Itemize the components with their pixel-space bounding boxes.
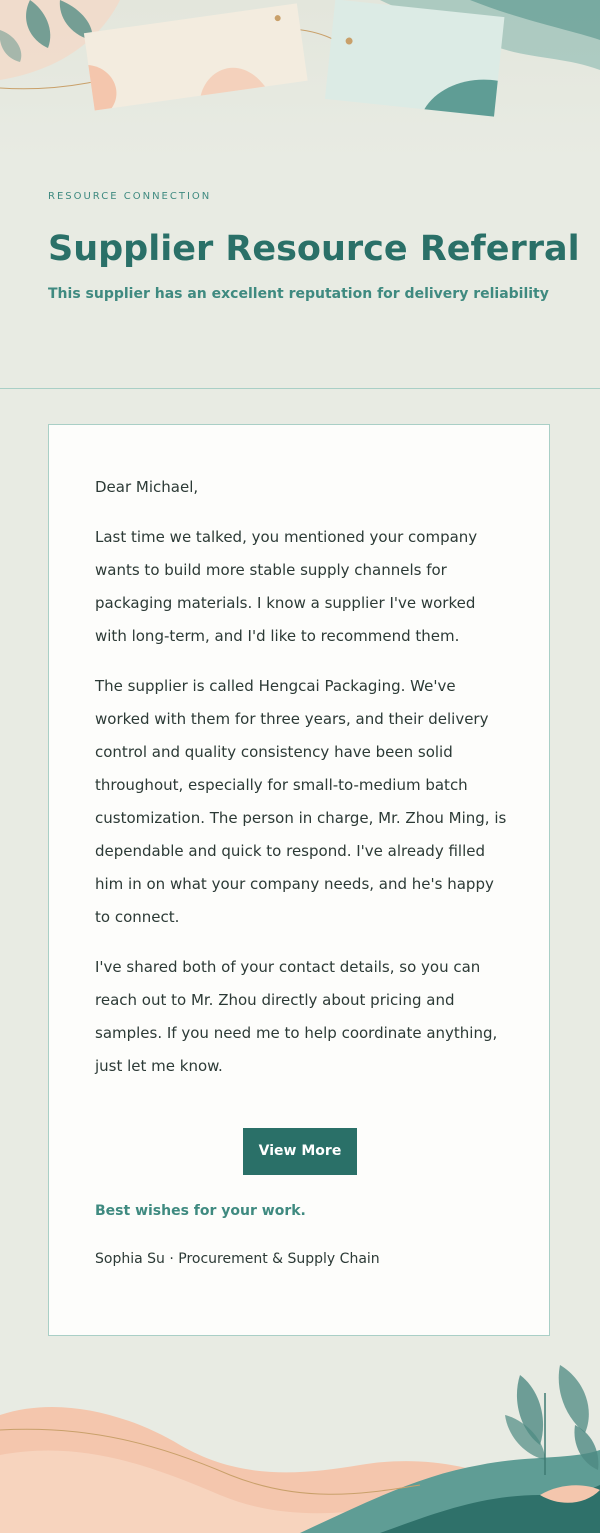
page-subtitle: This supplier has an excellent reputation for delivery reliability xyxy=(48,286,549,302)
letter-card xyxy=(48,424,550,1336)
letter-signature: Sophia Su · Procurement & Supply Chain xyxy=(95,1251,380,1267)
letter-paragraph-3: I've shared both of your contact details, so you can reach out to Mr. Zhou directly about pricing and samples. If you need me to help coordinate anything, just let me know. xyxy=(95,958,498,1075)
letter-paragraph-2: The supplier is called Hengcai Packaging. We've worked with them for three years, and their delivery control and quality consistency have been solid throughout, especially for small-to-medium batch customization. The person in charge, Mr. Zhou Ming, is dependable and quick to respond. I've already filled him in on what your company needs, and he's happy to connect. xyxy=(95,677,507,926)
view-more-button[interactable]: View More xyxy=(243,1128,357,1175)
header-illustration xyxy=(0,0,600,160)
letter-closing: Best wishes for your work. xyxy=(95,1203,306,1219)
header-divider xyxy=(0,388,600,389)
footer-illustration xyxy=(0,1355,600,1533)
letter-paragraph-1: Last time we talked, you mentioned your company wants to build more stable supply channels for packaging materials. I know a supplier I've worked with long-term, and I'd like to recommend them. xyxy=(95,528,478,645)
leaves-waves-icon xyxy=(0,1355,600,1533)
eyebrow-label: RESOURCE CONNECTION xyxy=(48,191,212,202)
hanging-tags-icon xyxy=(0,0,600,160)
letter-greeting: Dear Michael, xyxy=(95,478,199,496)
header xyxy=(48,188,580,304)
letter-body xyxy=(95,471,509,1100)
page-title: Supplier Resource Referral xyxy=(48,229,580,269)
